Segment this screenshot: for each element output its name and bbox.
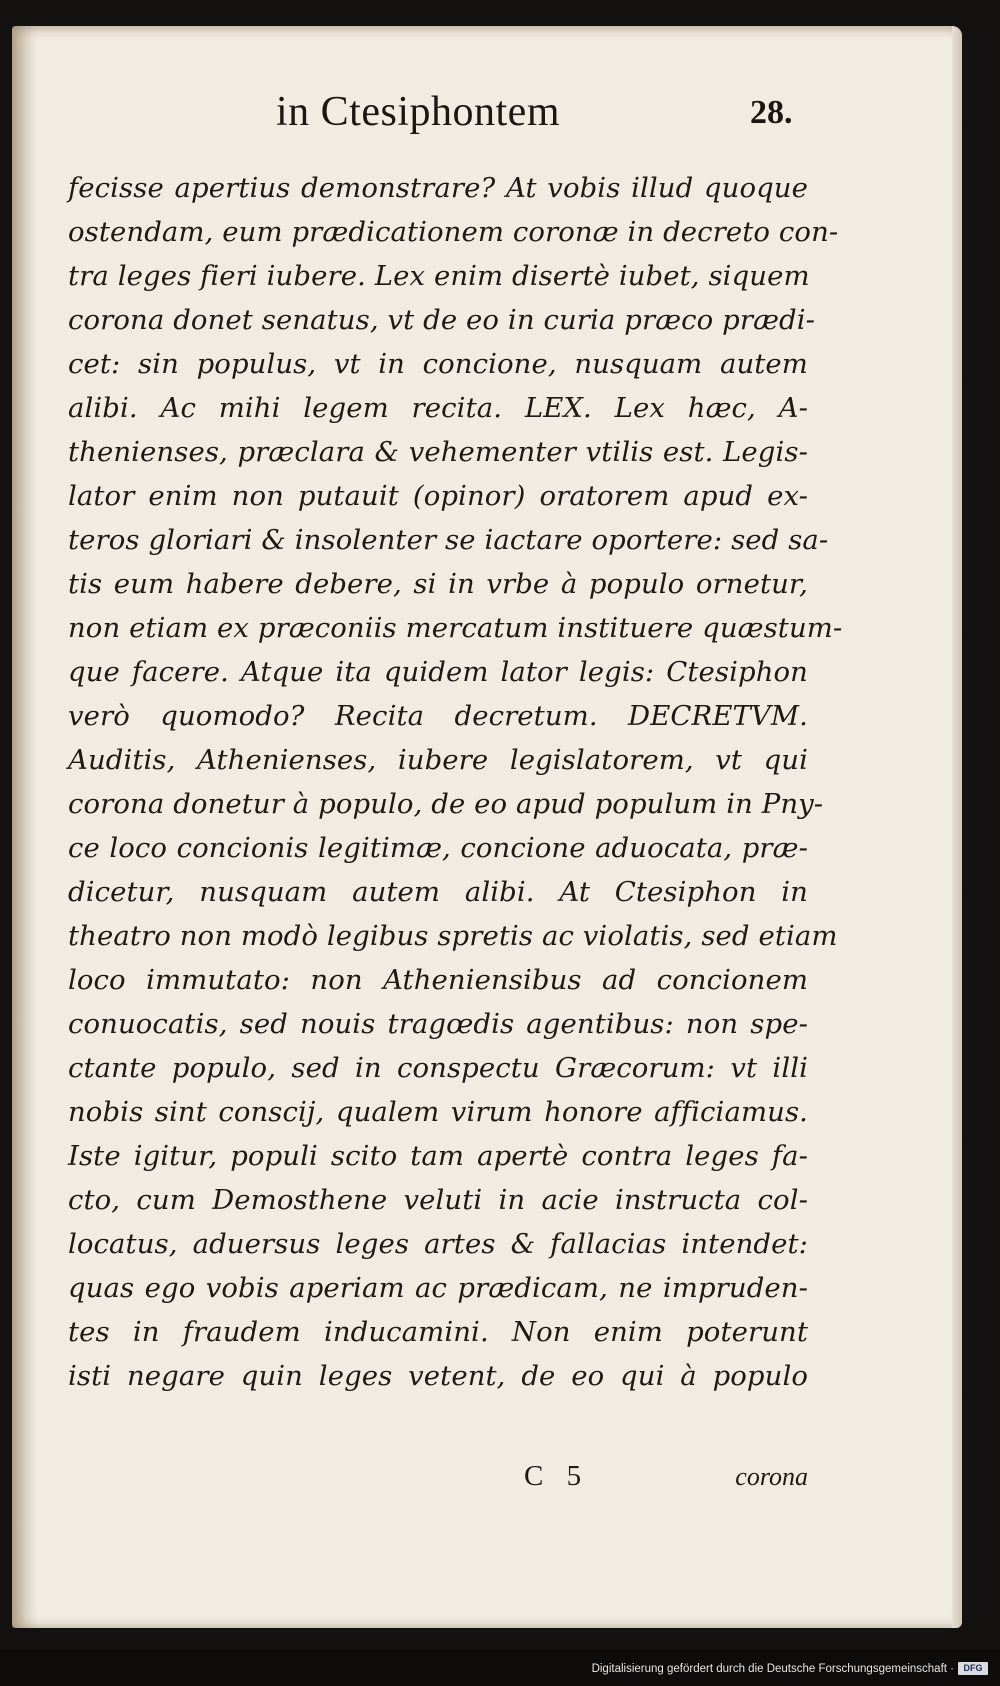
text-line: tra leges fieri iubere. Lex enim disertè iubet, siquem (68, 260, 810, 292)
text-line: tis eum habere debere, si in vrbe à populo ornetur, (68, 568, 808, 600)
text-line: teros gloriari & insolenter se iactare oportere: sed sa- (68, 524, 829, 556)
text-line: non etiam ex præconiis mercatum instituere quæstum- (68, 612, 843, 644)
text-block (68, 166, 843, 1398)
text-line: lator enim non putauit (opinor) oratorem apud ex- (68, 480, 808, 512)
dfg-logo-icon: DFG (958, 1662, 988, 1675)
text-line: cto, cum Demosthene veluti in acie instructa col- (68, 1184, 808, 1216)
text-line: ctante populo, sed in conspectu Græcorum: vt illi (68, 1052, 808, 1084)
text-line: fecisse apertius demonstrare? At vobis illud quoque (68, 172, 808, 204)
spine-shadow (12, 26, 38, 1628)
page-number: 28. (750, 94, 793, 131)
text-line: thenienses, præclara & vehementer vtilis est. Legis- (68, 436, 808, 468)
text-line: ce loco concionis legitimæ, concione aduocata, præ- (68, 832, 808, 864)
text-line: isti negare quin leges vetent, de eo qui à populo (68, 1360, 808, 1392)
text-line: corona donet senatus, vt de eo in curia præco prædi- (68, 304, 816, 336)
page-edge (952, 26, 962, 1628)
signature-mark: C 5 (524, 1460, 590, 1492)
text-line: Iste igitur, populi scito tam apertè contra leges fa- (68, 1140, 808, 1172)
text-line: quas ego vobis aperiam ac prædicam, ne impruden- (68, 1272, 808, 1304)
text-line: cet: sin populus, vt in concione, nusquam autem (68, 348, 808, 380)
credit-text: Digitalisierung gefördert durch die Deutsche Forschungsgemeinschaft · (591, 1662, 954, 1675)
text-line: tes in fraudem inducamini. Non enim poterunt (68, 1316, 808, 1348)
text-line: loco immutato: non Atheniensibus ad concionem (68, 964, 808, 996)
text-line: corona donetur à populo, de eo apud populum in Pny- (68, 788, 824, 820)
text-line: ostendam, eum prædicationem coronæ in decreto con- (68, 216, 839, 248)
text-line: verò quomodo? Recita decretum. DECRETVM. (68, 700, 808, 732)
digitization-credit (592, 1662, 988, 1675)
text-line: Auditis, Athenienses, iubere legislatorem, vt qui (68, 744, 808, 776)
book-page (12, 26, 962, 1628)
text-line: conuocatis, sed nouis tragœdis agentibus: non spe- (68, 1008, 808, 1040)
text-line: locatus, aduersus leges artes & fallacias intendet: (68, 1228, 808, 1260)
running-title: in Ctesiphontem (276, 89, 560, 135)
text-line: theatro non modò legibus spretis ac violatis, sed etiam (68, 920, 838, 952)
text-line: nobis sint conscij, qualem virum honore afficiamus. (68, 1096, 808, 1128)
text-line: alibi. Ac mihi legem recita. LEX. Lex hæc, A- (68, 392, 808, 424)
text-line: dicetur, nusquam autem alibi. At Ctesiphon in (68, 876, 808, 908)
text-line: que facere. Atque ita quidem lator legis: Ctesiphon (68, 656, 808, 688)
catchword: corona (735, 1462, 808, 1491)
catchline (68, 1460, 808, 1500)
running-head (12, 88, 962, 148)
